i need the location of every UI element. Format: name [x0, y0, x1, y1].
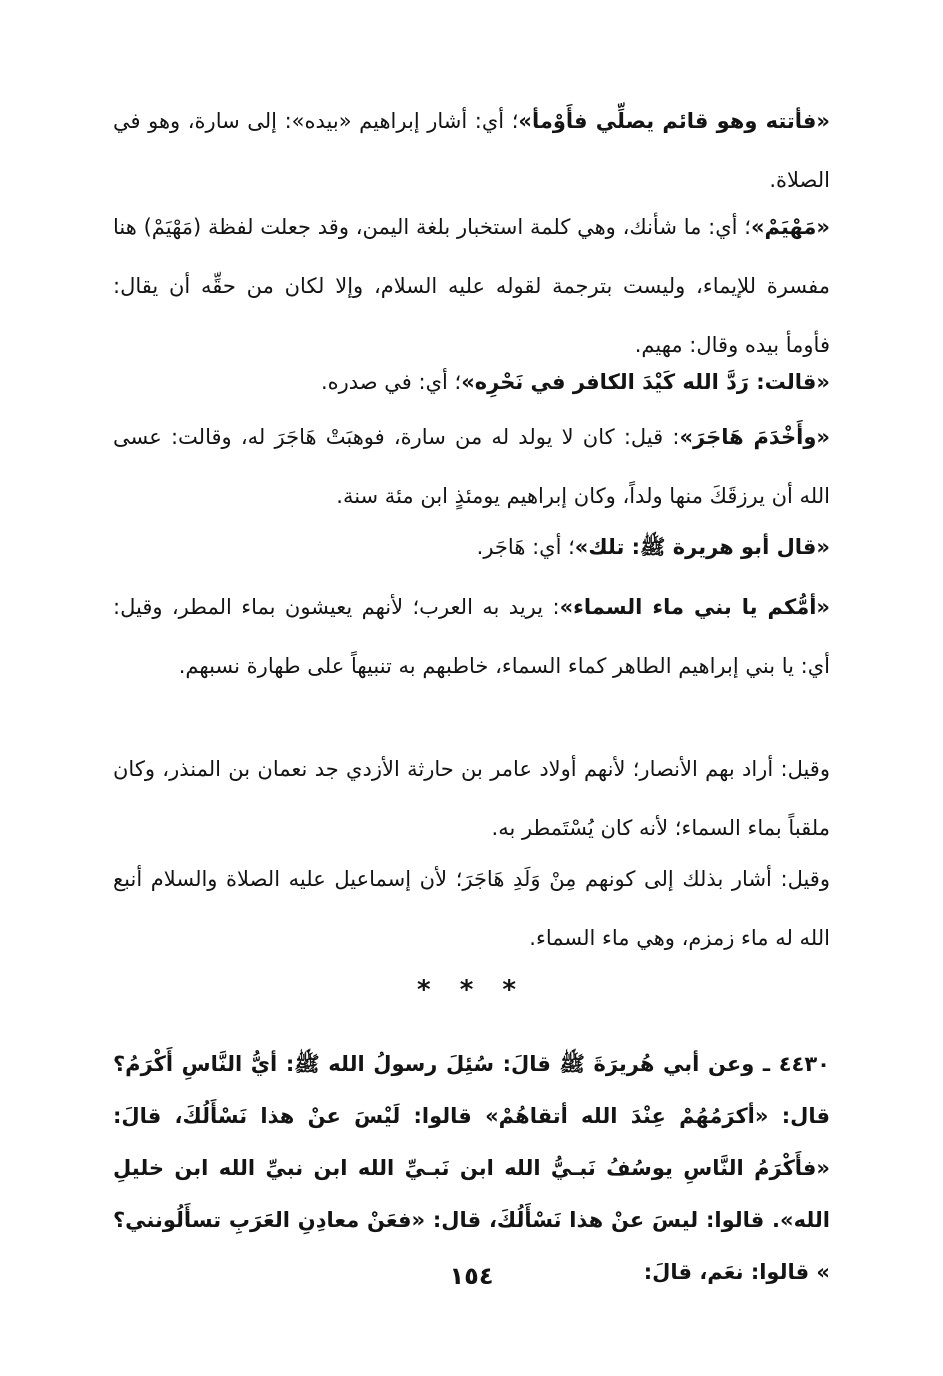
quoted-phrase: «وأَخْدَمَ هَاجَرَ»	[679, 425, 830, 449]
commentary-text: ؛ أي: أشار إبراهيم «بيده»: إلى سارة، وهو في الصلاة.	[113, 109, 830, 192]
commentary-text: وقيل: أراد بهم الأنصار؛ لأنهم أولاد عامر بن حارثة الأزدي جد نعمان بن المنذر، وكان ملقباً بماء السماء؛ لأنه كان يُسْتَمطر به.	[113, 757, 830, 840]
quoted-phrase: «أمُّكم يا بني ماء السماء»	[559, 595, 830, 619]
hadith-text: ٤٤٣٠ ـ وعن أبي هُريرَةَ ﷺ قالَ: سُئِلَ رسولُ الله ﷺ: أيُّ النَّاسِ أَكْرَمُ؟ قال: «أكرَمُهُمْ عِنْدَ الله أتقاهُمْ» قالوا: لَيْسَ عنْ هذا نَسْأَلُكَ، قالَ: «فأَكْرَمُ النَّاسِ يوسُفُ نَبـيُّ الله ابن نَبـيِّ الله ابن نبيِّ الله ابن خليلِ الله». قالوا: ليسَ عنْ هذا نَسْأَلُكَ، قال: «فعَنْ معادِنِ العَرَبِ تسأَلُونني؟ » قالوا: نعَم، قالَ:	[113, 1052, 830, 1284]
commentary-paragraph-3	[113, 353, 830, 412]
commentary-paragraph-7	[113, 740, 830, 858]
quoted-phrase: «قالت: رَدَّ الله كَيْدَ الكافر في نَحْرِه»	[461, 370, 830, 394]
commentary-text: ؛ أي: ما شأنك، وهي كلمة استخبار بلغة اليمن، وقد جعلت لفظة (مَهْيَمْ) هنا مفسرة للإيماء، وليست بترجمة لقوله عليه السلام، وإلا لكان من حقِّه أن يقال: فأومأ بيده وقال: مهيم.	[113, 215, 830, 357]
commentary-text: وقيل: أشار بذلك إلى كونهم مِنْ وَلَدِ هَاجَرَ؛ لأن إسماعيل عليه الصلاة والسلام أنبع الله له ماء زمزم، وهي ماء السماء.	[113, 867, 830, 950]
section-divider: * * *	[417, 975, 526, 1005]
quoted-phrase: «مَهْيَمْ»	[750, 215, 830, 239]
commentary-paragraph-6	[113, 578, 830, 696]
quoted-phrase: «فأتته وهو قائم يصلِّي فأَوْمأ»	[518, 109, 830, 133]
commentary-text: ؛ أي: هَاجَر.	[476, 535, 575, 559]
commentary-text: : يريد به العرب؛ لأنهم يعيشون بماء المطر، وقيل: أي: يا بني إبراهيم الطاهر كماء السماء، خاطبهم به تنبيهاً على طهارة نسبهم.	[113, 595, 830, 678]
commentary-paragraph-5	[113, 518, 830, 577]
commentary-text: : قيل: كان لا يولد له من سارة، فوهبَتْ هَاجَرَ له، وقالت: عسى الله أن يرزقَكَ منها ولداً، وكان إبراهيم يومئذٍ ابن مئة سنة.	[113, 425, 830, 508]
commentary-paragraph-4	[113, 408, 830, 526]
commentary-text: ؛ أي: في صدره.	[320, 370, 462, 394]
page-number: ١٥٤	[449, 1262, 494, 1290]
commentary-paragraph-1	[113, 92, 830, 210]
quoted-phrase: «قال أبو هريرة ﷺ: تلك»	[574, 535, 830, 559]
commentary-paragraph-2	[113, 198, 830, 375]
commentary-paragraph-8	[113, 850, 830, 968]
